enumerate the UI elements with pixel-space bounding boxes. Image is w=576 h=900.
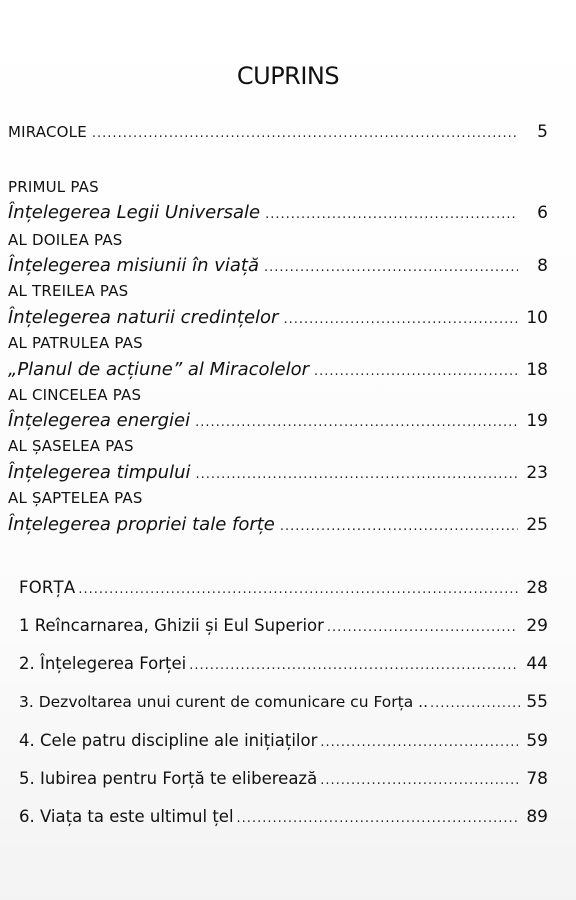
toc-page-number: 59 xyxy=(526,731,548,751)
dot-leader xyxy=(320,735,518,750)
dot-leader xyxy=(237,811,518,826)
toc-page-number: 55 xyxy=(526,692,548,712)
toc-entry-chapter-3[interactable] xyxy=(19,692,548,716)
dot-leader xyxy=(283,312,518,327)
dot-leader xyxy=(265,207,518,222)
toc-page-number: 89 xyxy=(526,807,548,827)
toc-entry-step-3[interactable] xyxy=(8,307,548,331)
toc-entry-title: Înțelegerea misiunii în viață xyxy=(8,255,260,276)
toc-entry-step-6[interactable] xyxy=(8,462,548,486)
toc-page-number: 6 xyxy=(537,203,548,223)
toc-page-number: 10 xyxy=(526,308,548,328)
dot-leader xyxy=(195,415,518,430)
toc-entry-title: FORȚA xyxy=(19,578,76,597)
toc-entry-chapter-4[interactable] xyxy=(19,731,548,755)
step-label: AL PATRULEA PAS xyxy=(8,334,143,352)
toc-entry-step-7[interactable] xyxy=(8,514,548,538)
dot-leader xyxy=(92,126,518,141)
step-label: AL TREILEA PAS xyxy=(8,282,129,300)
toc-entry-title: Înțelegerea energiei xyxy=(8,410,191,431)
toc-entry-title: Înțelegerea Legii Universale xyxy=(8,202,261,223)
toc-page-number: 5 xyxy=(537,122,548,142)
toc-entry-step-4[interactable] xyxy=(8,359,548,383)
toc-page-number: 23 xyxy=(526,463,548,483)
page-title: CUPRINS xyxy=(236,62,340,90)
toc-page-number: 78 xyxy=(526,769,548,789)
dot-leader xyxy=(430,696,520,711)
step-label: PRIMUL PAS xyxy=(8,178,99,196)
toc-entry-miracole[interactable] xyxy=(8,122,548,146)
toc-entry-title: Înțelegerea naturii credințelor xyxy=(8,307,279,328)
step-label: AL ȘASELEA PAS xyxy=(8,437,134,455)
toc-entry-chapter-1[interactable] xyxy=(19,616,548,640)
dot-leader xyxy=(196,467,519,482)
dot-leader xyxy=(314,364,518,379)
dot-leader xyxy=(280,519,518,534)
toc-entry-chapter-5[interactable] xyxy=(19,769,548,793)
step-label: AL DOILEA PAS xyxy=(8,231,123,249)
dot-leader xyxy=(327,620,518,635)
toc-page-number: 44 xyxy=(526,654,548,674)
toc-entry-forta[interactable] xyxy=(19,578,548,602)
toc-entry-step-5[interactable] xyxy=(8,410,548,434)
step-label: AL ȘAPTELEA PAS xyxy=(8,489,143,507)
toc-entry-title: 6. Viața ta este ultimul țel xyxy=(19,807,234,826)
toc-entry-title: „Planul de acțiune” al Miracolelor xyxy=(8,359,310,380)
toc-entry-title: 1 Reîncarnarea, Ghizii și Eul Superior xyxy=(19,616,324,635)
toc-page-number: 25 xyxy=(526,515,548,535)
dot-leader xyxy=(189,658,518,673)
toc-entry-chapter-2[interactable] xyxy=(19,654,548,678)
toc-entry-title: Înțelegerea propriei tale forțe xyxy=(8,514,275,535)
toc-page-number: 8 xyxy=(537,256,548,276)
toc-page-number: 18 xyxy=(526,360,548,380)
dot-leader xyxy=(320,773,518,788)
toc-entry-title: Înțelegerea timpului xyxy=(8,462,191,483)
step-label: AL CINCELEA PAS xyxy=(8,386,142,404)
toc-entry-label: MIRACOLE xyxy=(8,123,87,141)
toc-page-number: 29 xyxy=(526,616,548,636)
toc-page-number: 19 xyxy=(526,411,548,431)
toc-entry-chapter-6[interactable] xyxy=(19,807,548,831)
dot-leader xyxy=(264,260,518,275)
toc-entry-title: 5. Iubirea pentru Forță te eliberează xyxy=(19,769,318,788)
toc-entry-step-2[interactable] xyxy=(8,255,548,279)
toc-entry-title: 4. Cele patru discipline ale inițiaților xyxy=(19,731,318,750)
toc-page-number: 28 xyxy=(526,578,548,598)
toc-entry-step-1[interactable] xyxy=(8,202,548,226)
toc-entry-title: 3. Dezvoltarea unui curent de comunicare cu Forța .. xyxy=(19,693,429,711)
dot-leader xyxy=(78,582,518,597)
toc-entry-title: 2. Înțelegerea Forței xyxy=(19,654,187,673)
